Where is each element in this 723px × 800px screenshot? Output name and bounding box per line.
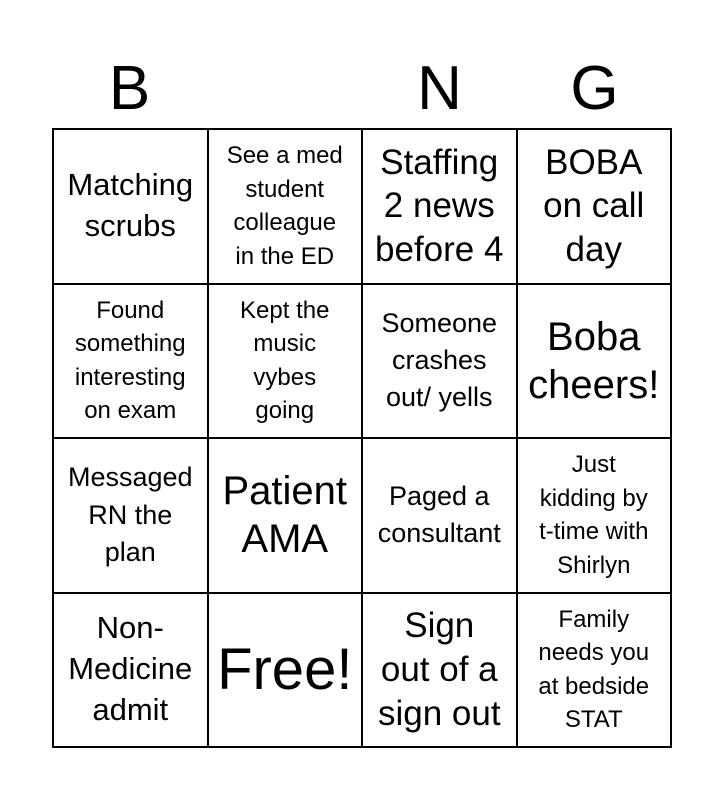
- cell-text: Paged a consultant: [377, 481, 501, 549]
- cell-text: Messaged RN the plan: [67, 462, 193, 567]
- cell-text: Found something interesting on exam: [74, 296, 186, 425]
- bingo-cell-r1c2[interactable]: [208, 129, 363, 284]
- bingo-cell-r4c4[interactable]: [517, 593, 672, 748]
- cell-text: Someone crashes out/ yells: [381, 307, 498, 413]
- cell-text: See a med student colleague in the ED: [226, 142, 343, 270]
- header-letter-g: G: [570, 54, 619, 123]
- cell-text: Staffing 2 news before 4: [375, 142, 504, 270]
- cell-text: Kept the music vybes going: [240, 296, 330, 425]
- header-letter-b: B: [108, 54, 151, 123]
- bingo-cell-r2c4[interactable]: [517, 284, 672, 439]
- bingo-cell-r4c3[interactable]: [362, 593, 517, 748]
- bingo-cell-r1c1[interactable]: [53, 129, 208, 284]
- bingo-cell-r3c1[interactable]: [53, 438, 208, 593]
- header-letter-n: N: [417, 54, 462, 123]
- bingo-cell-r4c2[interactable]: [208, 593, 363, 748]
- bingo-cell-r3c2[interactable]: [208, 438, 363, 593]
- cell-text: Patient AMA: [222, 469, 348, 562]
- bingo-cell-r3c4[interactable]: [517, 438, 672, 593]
- cell-text: Boba cheers!: [528, 314, 660, 407]
- bingo-cell-r1c3[interactable]: [362, 129, 517, 284]
- bingo-cell-r2c2[interactable]: [208, 284, 363, 439]
- bingo-header: [52, 50, 672, 128]
- bingo-cell-r2c3[interactable]: [362, 284, 517, 439]
- bingo-cell-r1c4[interactable]: [517, 129, 672, 284]
- cell-text: BOBA on call day: [543, 142, 645, 270]
- bingo-cell-r3c3[interactable]: [362, 438, 517, 593]
- cell-text: Just kidding by t-time with Shirlyn: [539, 451, 649, 579]
- bingo-cell-r4c1[interactable]: [53, 593, 208, 748]
- cell-text: Sign out of a sign out: [377, 606, 501, 733]
- bingo-board: [52, 128, 672, 748]
- bingo-cell-r2c1[interactable]: [53, 284, 208, 439]
- cell-text: Non- Medicine admit: [68, 610, 193, 728]
- cell-text: Family needs you at bedside STAT: [538, 605, 650, 734]
- cell-text: Matching scrubs: [67, 167, 194, 244]
- cell-text: Free!: [217, 636, 353, 702]
